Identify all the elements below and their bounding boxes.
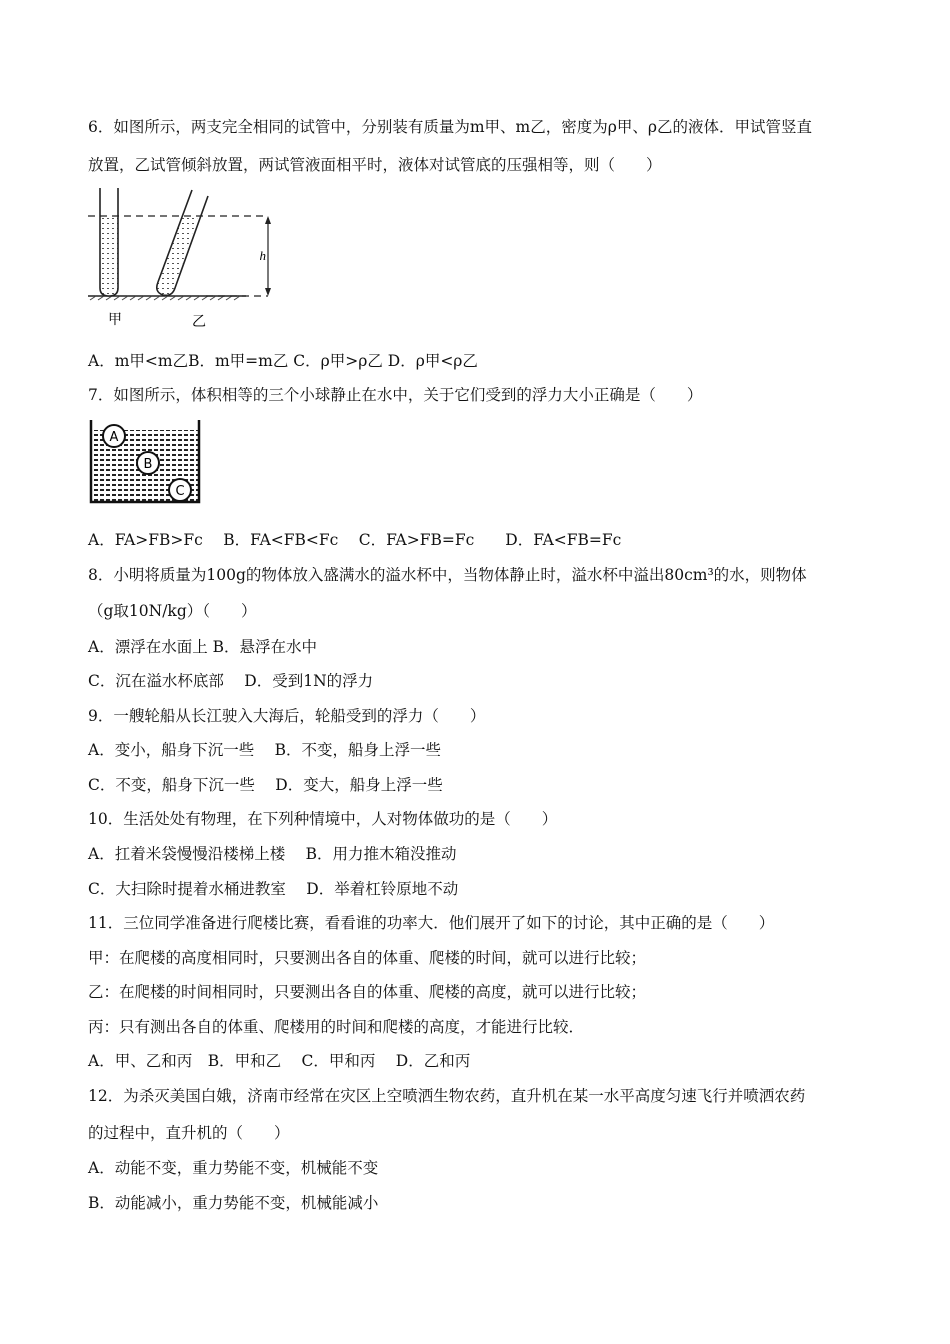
q11-statement-bing: 丙：只有测出各自的体重、爬楼用的时间和爬楼的高度，才能进行比较． xyxy=(88,1018,585,1036)
q10-options-c-d: C．大扫除时提着水桶进教室 D．举着杠铃原地不动 xyxy=(88,880,459,898)
q11-options: A．甲、乙和丙 B．甲和乙 C．甲和丙 D．乙和丙 xyxy=(88,1052,471,1070)
q7-ball-c-label: C xyxy=(175,484,185,499)
q10-options-a-b: A．扛着米袋慢慢沿楼梯上楼 B．用力推木箱没推动 xyxy=(88,845,457,863)
q6-stem-line2: 放置，乙试管倾斜放置，两试管液面相平时，液体对试管底的压强相等，则（ ） xyxy=(88,156,662,174)
q12-stem-line1: 12．为杀灭美国白娥，济南市经常在灾区上空喷洒生物农药，直升机在某一水平高度匀速飞行并喷洒农药 xyxy=(88,1087,806,1105)
q11-stem: 11．三位同学准备进行爬楼比赛，看看谁的功率大．他们展开了如下的讨论，其中正确的是（ ） xyxy=(88,914,775,932)
q12-option-b: B．动能减小，重力势能不变，机械能减小 xyxy=(88,1194,379,1212)
q9-options-a-b: A．变小，船身下沉一些 B．不变，船身上浮一些 xyxy=(88,741,442,759)
q9-options-c-d: C．不变，船身下沉一些 D．变大，船身上浮一些 xyxy=(88,776,443,794)
q7-stem: 7．如图所示，体积相等的三个小球静止在水中，关于它们受到的浮力大小正确是（ ） xyxy=(88,386,703,404)
q7-ball-b-label: B xyxy=(143,457,153,472)
q12-option-a: A．动能不变，重力势能不变，机械能不变 xyxy=(88,1159,379,1177)
q6-options: A．m甲<m乙B．m甲=m乙 C．ρ甲>ρ乙 D．ρ甲<ρ乙 xyxy=(88,352,478,370)
q7-balls-in-water-figure xyxy=(88,418,204,506)
q7-ball-a-label: A xyxy=(109,430,119,445)
q6-stem-line1: 6．如图所示，两支完全相同的试管中，分别装有质量为m甲、m乙，密度为ρ甲、ρ乙的液体．甲试管竖直 xyxy=(88,118,812,136)
q6-label-yi: 乙 xyxy=(192,314,206,328)
q11-statement-yi: 乙：在爬楼的时间相同时，只要测出各自的体重、爬楼的高度，就可以进行比较； xyxy=(88,983,647,1001)
q6-test-tubes-figure xyxy=(86,186,278,328)
q8-options-c-d: C．沉在溢水杯底部 D．受到1N的浮力 xyxy=(88,672,374,690)
q12-stem-line2: 的过程中，直升机的（ ） xyxy=(88,1124,290,1142)
q7-options: A．FA>FB>Fc B．FA<FB<Fc C．FA>FB=Fc D．FA<FB=Fc xyxy=(88,531,622,549)
q8-stem-line2: （g取10N/kg）（ ） xyxy=(88,602,257,620)
q6-label-jia: 甲 xyxy=(108,312,122,328)
q10-stem: 10．生活处处有物理，在下列种情境中，人对物体做功的是（ ） xyxy=(88,810,558,828)
q9-stem: 9．一艘轮船从长江驶入大海后，轮船受到的浮力（ ） xyxy=(88,707,486,725)
q8-options-a-b: A．漂浮在水面上 B．悬浮在水中 xyxy=(88,638,318,656)
q11-statement-jia: 甲：在爬楼的高度相同时，只要测出各自的体重、爬楼的时间，就可以进行比较； xyxy=(88,949,647,967)
q8-stem-line1: 8．小明将质量为100g的物体放入盛满水的溢水杯中，当物体静止时，溢水杯中溢出80cm³的水，则物体 xyxy=(88,566,807,584)
q6-h-label: h xyxy=(259,248,266,263)
